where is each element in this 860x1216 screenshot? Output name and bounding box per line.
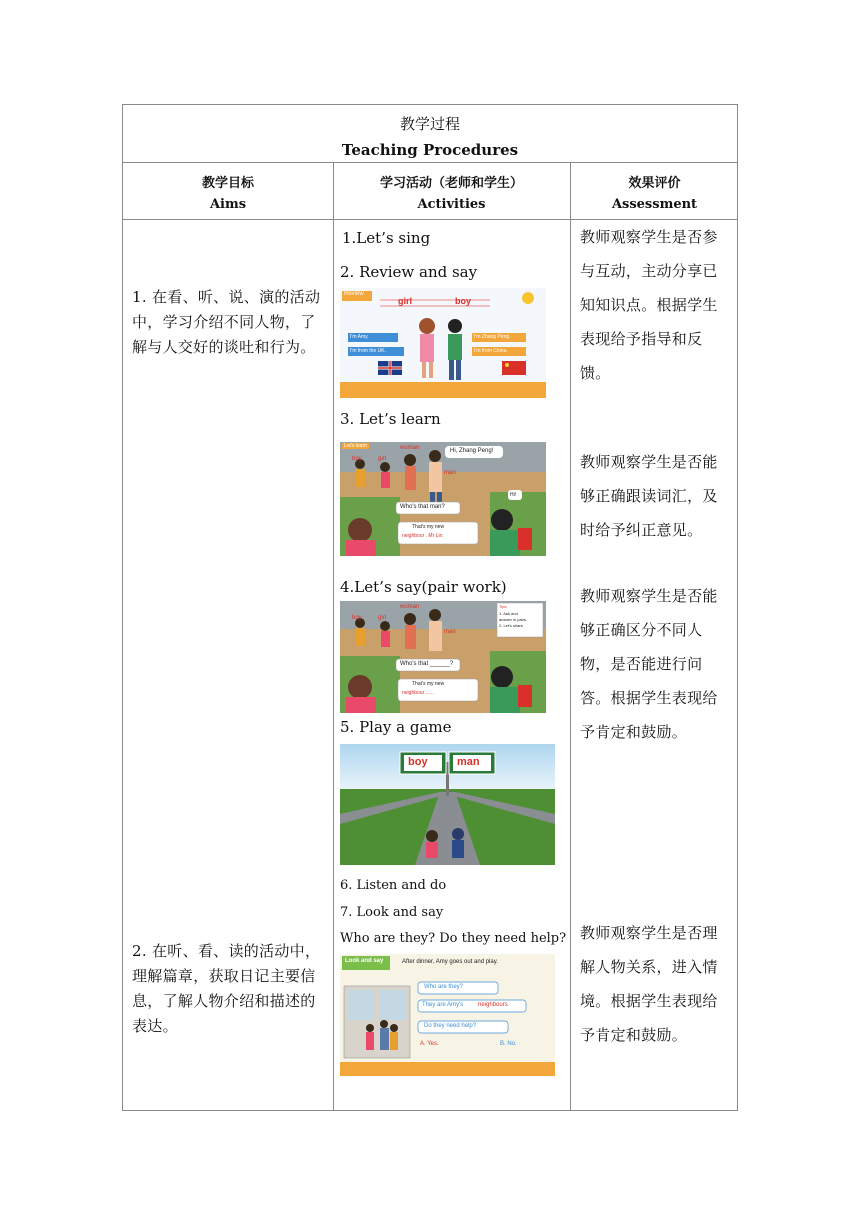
review-line-1: I'm Amy. — [350, 334, 369, 340]
say-question: Who's that ______? — [400, 661, 454, 667]
look-question-2: Do they need help? — [424, 1023, 477, 1029]
review-line-3: I'm Zhang Peng. — [474, 334, 511, 340]
header-assessment-en: Assessment — [611, 197, 698, 212]
game-sign-boy: boy — [408, 756, 428, 768]
learn-word-woman: woman — [400, 445, 420, 451]
say-word-man: man — [444, 629, 456, 635]
activity-7: 7. Look and say — [340, 905, 444, 920]
activity-4: 4.Let’s say(pair work) — [340, 578, 507, 596]
review-and-say-image — [340, 288, 546, 398]
table-title-en: Teaching Procedures — [341, 141, 519, 159]
activity-6: 6. Listen and do — [340, 878, 447, 893]
say-word-girl: girl — [378, 615, 387, 621]
look-sentence-word: neighbours — [478, 1002, 508, 1008]
say-answer-2: neighbour ...... — [402, 690, 434, 696]
review-line-2: I'm from the UK. — [350, 348, 386, 354]
row-divider — [123, 162, 737, 163]
header-aims-cn: 教学目标 — [201, 176, 254, 191]
header-aims-en: Aims — [209, 197, 247, 212]
review-word-boy: boy — [455, 296, 472, 306]
aim-2: 2. 在听、看、读的活动中，理解篇章，获取日记主要信息，了解人物介绍和描述的表达。 — [132, 942, 321, 1035]
learn-bubble-2: Hi! — [510, 492, 517, 498]
learn-tag: Let's learn — [344, 443, 367, 449]
assessment-4: 教师观察学生是否理解人物关系，进入情境。根据学生表现给予肯定和鼓励。 — [580, 924, 718, 1044]
learn-question: Who's that man? — [400, 504, 445, 510]
say-tip-1: 1. Ask and — [499, 611, 518, 616]
table-title-cn: 教学过程 — [399, 115, 460, 133]
learn-word-man: man — [444, 470, 456, 476]
lets-learn-image — [340, 442, 546, 556]
activity-2: 2. Review and say — [340, 263, 478, 281]
say-answer-1: That's my new — [412, 681, 445, 687]
review-word-girl: girl — [398, 296, 413, 306]
look-and-say-image — [340, 954, 555, 1076]
say-tip-3: 2. Let's share. — [499, 623, 524, 628]
header-activities-cn: 学习活动（老师和学生） — [379, 176, 523, 191]
activity-3: 3. Let’s learn — [340, 410, 441, 428]
learn-answer-2: neighbour . Mr Lin. — [402, 533, 444, 539]
assessment-3: 教师观察学生是否能够正确区分不同人物，是否能进行问答。根据学生表现给予肯定和鼓励。 — [580, 587, 718, 741]
look-option-a: A. Yes. — [420, 1041, 439, 1047]
play-a-game-image — [340, 744, 555, 865]
learn-bubble-1: Hi, Zhang Peng! — [450, 448, 494, 454]
activity-7-question: Who are they? Do they need help? — [340, 931, 567, 946]
look-question-1: Who are they? — [424, 984, 464, 990]
game-sign-man: man — [457, 756, 480, 768]
header-activities-en: Activities — [417, 197, 486, 212]
aim-1: 1. 在看、听、说、演的活动中，学习介绍不同人物，了解与人交好的谈吐和行为。 — [132, 288, 321, 356]
assessment-2: 教师观察学生是否能够正确跟读词汇，及时给予纠正意见。 — [580, 453, 718, 539]
header-assessment-cn: 效果评价 — [628, 176, 681, 191]
learn-word-boy: boy — [352, 456, 362, 462]
review-tag: Review — [344, 291, 364, 297]
learn-word-girl: girl — [378, 456, 387, 462]
look-option-b: B. No. — [500, 1041, 517, 1047]
lets-say-image — [340, 601, 546, 713]
say-word-woman: woman — [400, 604, 420, 610]
learn-answer-1: That's my new — [412, 524, 445, 530]
review-line-4: I'm from China. — [474, 348, 508, 354]
col-divider — [333, 162, 334, 1110]
col-divider — [570, 162, 571, 1110]
activity-5: 5. Play a game — [340, 718, 452, 736]
say-word-boy: boy — [352, 615, 362, 621]
look-intro: After dinner, Amy goes out and play. — [402, 959, 498, 965]
say-tip-2: answer in pairs. — [499, 617, 528, 622]
activity-1: 1.Let’s sing — [342, 229, 431, 247]
look-tag: Look and say — [345, 958, 384, 964]
assessment-1: 教师观察学生是否参与互动，主动分享已知知识点。根据学生表现给予指导和反馈。 — [580, 228, 718, 382]
look-sentence-1: They are Amy's — [422, 1002, 464, 1008]
teaching-procedures-table — [122, 104, 738, 1111]
say-tips-title: Tips: — [499, 604, 508, 609]
